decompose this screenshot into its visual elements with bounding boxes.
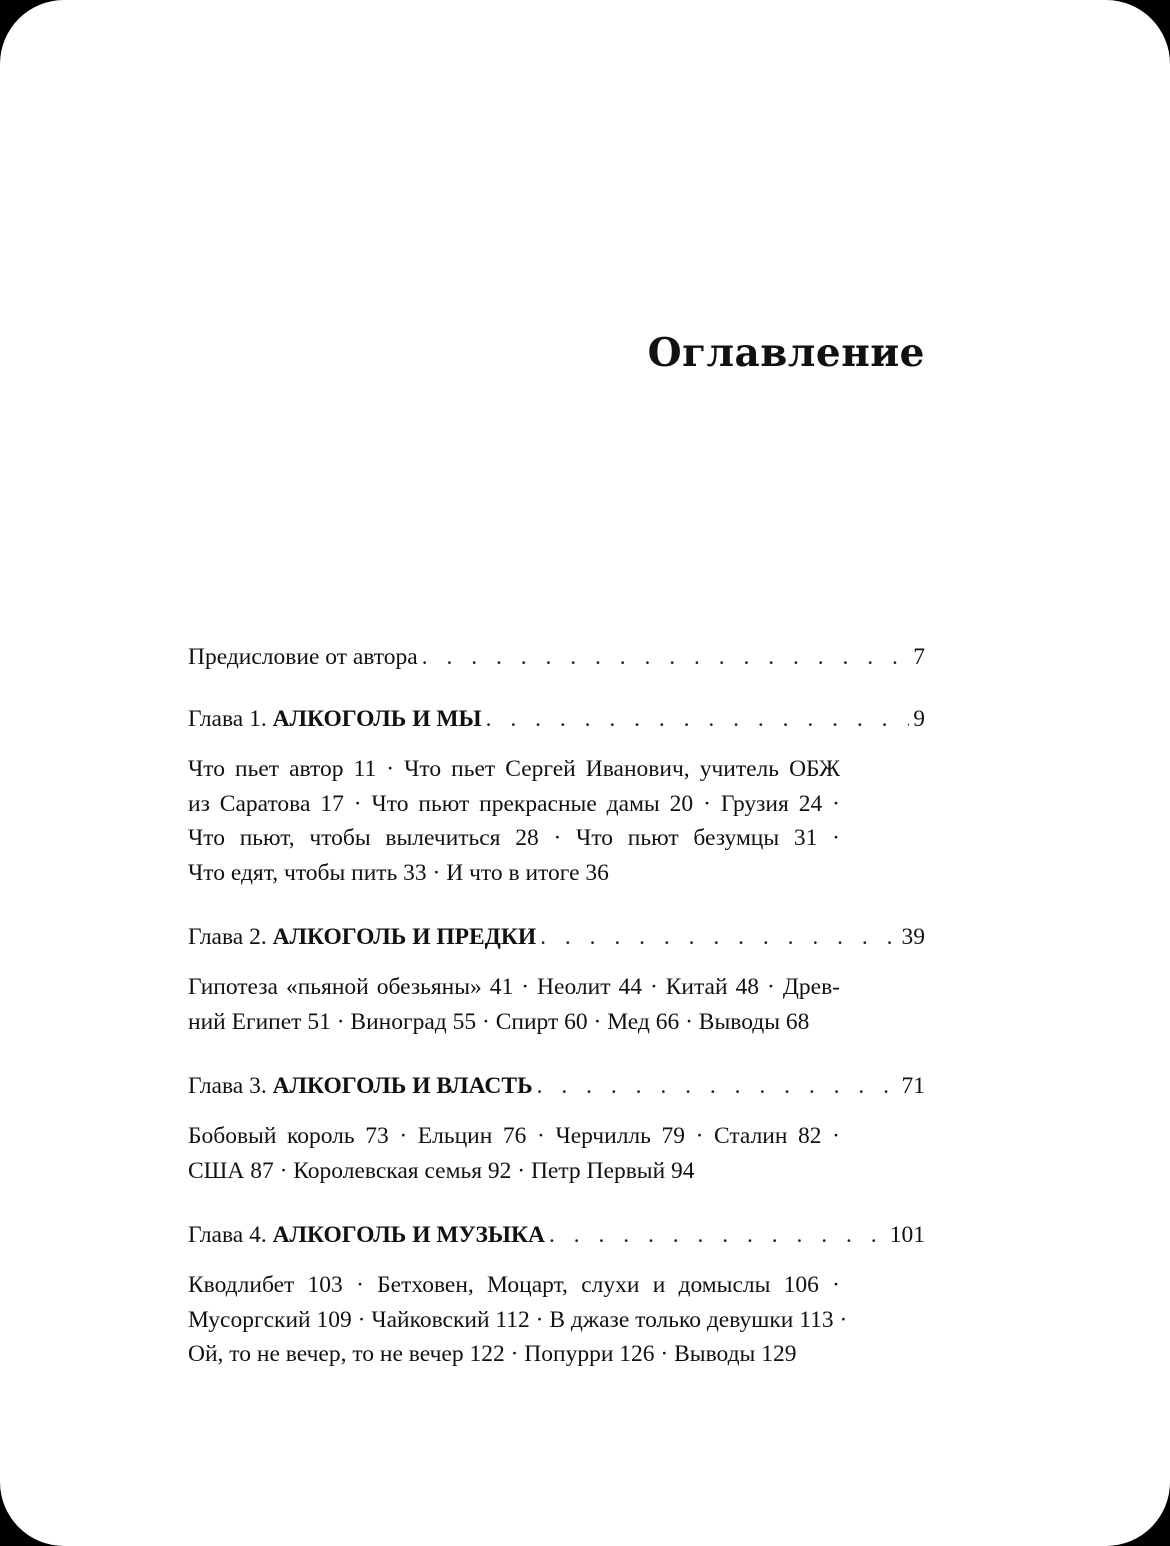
section-line: ний Египет 51 · Виноград 55 · Спирт 60 · Мед 66 · Выводы 68 xyxy=(188,1008,810,1035)
toc-page-number: 71 xyxy=(901,1073,925,1099)
dot-leader xyxy=(537,1069,898,1103)
toc-page-number: 39 xyxy=(901,924,925,950)
section-line: Гипотеза «пьяной обезьяны» 41 · Неолит 44 · Китай 48 · Древ- xyxy=(188,974,840,1000)
page-title: Оглавление xyxy=(647,330,925,376)
chapter-3-sections xyxy=(188,1119,840,1188)
chapter-title: АЛКОГОЛЬ И ПРЕДКИ xyxy=(272,924,537,950)
toc-entry-label xyxy=(188,1069,533,1103)
chapter-prefix: Глава 3. xyxy=(188,1073,267,1099)
toc-entry-preface[interactable] xyxy=(188,640,925,674)
section-line: Бобовый король 73 · Ельцин 76 · Черчилль 79 · Сталин 82 · xyxy=(188,1123,840,1149)
chapter-title: АЛКОГОЛЬ И МУЗЫКА xyxy=(272,1222,545,1248)
dot-leader xyxy=(549,1218,886,1252)
dot-leader xyxy=(540,920,897,954)
chapter-prefix: Глава 2. xyxy=(188,924,267,950)
toc-entry-label xyxy=(188,920,536,954)
chapter-prefix: Глава 4. xyxy=(188,1222,267,1248)
toc-entry-label xyxy=(188,702,482,736)
section-line: Что пьет автор 11 · Что пьет Сергей Иванович, учитель ОБЖ xyxy=(188,756,840,782)
chapter-2-sections xyxy=(188,970,840,1039)
section-line: из Саратова 17 · Что пьют прекрасные дамы 20 · Грузия 24 · xyxy=(188,790,840,817)
chapter-4-sections xyxy=(188,1268,848,1372)
dot-leader xyxy=(422,640,910,674)
toc-entry-chapter-3[interactable] xyxy=(188,1069,925,1103)
toc-entry-chapter-4[interactable] xyxy=(188,1218,925,1252)
toc-page-number: 101 xyxy=(889,1222,925,1248)
section-line: Мусоргский 109 · Чайковский 112 · В джазе только девушки 113 · xyxy=(188,1306,848,1333)
toc-entry-chapter-1[interactable] xyxy=(188,702,925,736)
toc-entry-label: Предисловие от автора xyxy=(188,644,418,670)
toc-page-number: 9 xyxy=(913,706,925,732)
table-of-contents xyxy=(188,640,925,1372)
chapter-title: АЛКОГОЛЬ И МЫ xyxy=(272,706,482,732)
chapter-title: АЛКОГОЛЬ И ВЛАСТЬ xyxy=(272,1073,533,1099)
dot-leader xyxy=(486,702,910,736)
toc-entry-chapter-2[interactable] xyxy=(188,920,925,954)
section-line: Кводлибет 103 · Бетховен, Моцарт, слухи и домыслы 106 · xyxy=(188,1272,840,1298)
section-line: Ой, то не вечер, то не вечер 122 · Попурри 126 · Выводы 129 xyxy=(188,1341,797,1367)
chapter-1-sections xyxy=(188,752,840,890)
section-line: Что пьют, чтобы вылечиться 28 · Что пьют безумцы 31 · xyxy=(188,825,840,851)
section-line: США 87 · Королевская семья 92 · Петр Первый 94 xyxy=(188,1157,695,1184)
toc-entry-label xyxy=(188,1218,545,1252)
chapter-prefix: Глава 1. xyxy=(188,706,267,732)
toc-page-number: 7 xyxy=(913,644,925,670)
section-line: Что едят, чтобы пить 33 · И что в итоге 36 xyxy=(188,859,609,886)
